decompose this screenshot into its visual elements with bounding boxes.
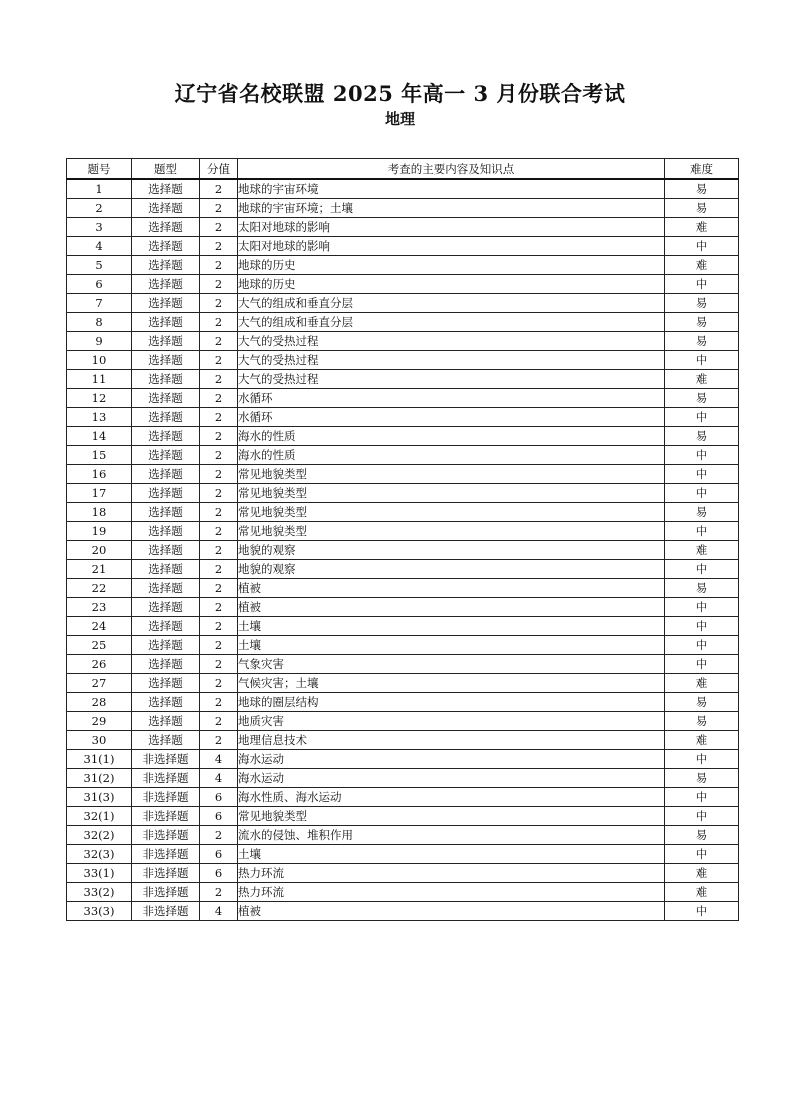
cell-question-number: 22 — [67, 579, 132, 598]
header-score: 分值 — [200, 159, 238, 180]
cell-question-type: 选择题 — [132, 598, 200, 617]
cell-difficulty: 易 — [665, 389, 739, 408]
cell-content: 海水的性质 — [238, 427, 665, 446]
table-row — [67, 693, 739, 712]
cell-content: 太阳对地球的影响 — [238, 237, 665, 256]
cell-difficulty: 中 — [665, 750, 739, 769]
table-row — [67, 655, 739, 674]
cell-content: 地理信息技术 — [238, 731, 665, 750]
cell-score: 2 — [200, 351, 238, 370]
cell-difficulty: 中 — [665, 788, 739, 807]
cell-question-type: 选择题 — [132, 179, 200, 199]
cell-content: 常见地貌类型 — [238, 522, 665, 541]
cell-score: 2 — [200, 826, 238, 845]
cell-question-type: 非选择题 — [132, 902, 200, 921]
cell-question-number: 5 — [67, 256, 132, 275]
cell-question-type: 选择题 — [132, 731, 200, 750]
cell-content: 海水运动 — [238, 750, 665, 769]
cell-question-type: 选择题 — [132, 541, 200, 560]
cell-score: 6 — [200, 788, 238, 807]
cell-question-number: 31(1) — [67, 750, 132, 769]
cell-question-number: 14 — [67, 427, 132, 446]
cell-score: 2 — [200, 655, 238, 674]
cell-question-type: 选择题 — [132, 427, 200, 446]
cell-difficulty: 易 — [665, 199, 739, 218]
cell-score: 2 — [200, 560, 238, 579]
cell-difficulty: 难 — [665, 541, 739, 560]
cell-question-type: 非选择题 — [132, 788, 200, 807]
cell-question-type: 选择题 — [132, 313, 200, 332]
cell-question-type: 选择题 — [132, 617, 200, 636]
cell-question-type: 非选择题 — [132, 750, 200, 769]
cell-question-number: 15 — [67, 446, 132, 465]
cell-score: 2 — [200, 693, 238, 712]
cell-question-type: 选择题 — [132, 237, 200, 256]
cell-content: 土壤 — [238, 617, 665, 636]
cell-difficulty: 中 — [665, 522, 739, 541]
cell-score: 2 — [200, 427, 238, 446]
cell-content: 大气的受热过程 — [238, 351, 665, 370]
cell-question-number: 33(2) — [67, 883, 132, 902]
cell-content: 大气的组成和垂直分层 — [238, 294, 665, 313]
cell-score: 2 — [200, 332, 238, 351]
cell-question-type: 选择题 — [132, 579, 200, 598]
cell-difficulty: 中 — [665, 598, 739, 617]
cell-score: 2 — [200, 883, 238, 902]
cell-question-number: 24 — [67, 617, 132, 636]
cell-score: 2 — [200, 731, 238, 750]
exam-spec-table — [66, 158, 739, 921]
cell-question-type: 选择题 — [132, 522, 200, 541]
table-row — [67, 845, 739, 864]
cell-difficulty: 中 — [665, 351, 739, 370]
cell-question-number: 18 — [67, 503, 132, 522]
table-row — [67, 408, 739, 427]
cell-question-number: 26 — [67, 655, 132, 674]
cell-question-type: 选择题 — [132, 256, 200, 275]
cell-difficulty: 易 — [665, 294, 739, 313]
cell-question-type: 非选择题 — [132, 845, 200, 864]
cell-difficulty: 易 — [665, 579, 739, 598]
cell-question-type: 选择题 — [132, 674, 200, 693]
cell-score: 2 — [200, 712, 238, 731]
cell-question-number: 9 — [67, 332, 132, 351]
table-row — [67, 674, 739, 693]
cell-question-type: 选择题 — [132, 465, 200, 484]
table-row — [67, 560, 739, 579]
cell-score: 2 — [200, 389, 238, 408]
cell-question-number: 11 — [67, 370, 132, 389]
table-row — [67, 617, 739, 636]
header-difficulty: 难度 — [665, 159, 739, 180]
cell-content: 水循环 — [238, 389, 665, 408]
cell-score: 2 — [200, 598, 238, 617]
cell-difficulty: 易 — [665, 826, 739, 845]
table-row — [67, 522, 739, 541]
cell-question-type: 选择题 — [132, 294, 200, 313]
cell-question-type: 选择题 — [132, 484, 200, 503]
cell-score: 6 — [200, 864, 238, 883]
cell-question-number: 25 — [67, 636, 132, 655]
cell-question-type: 非选择题 — [132, 826, 200, 845]
cell-question-number: 4 — [67, 237, 132, 256]
cell-content: 大气的受热过程 — [238, 332, 665, 351]
cell-difficulty: 易 — [665, 693, 739, 712]
cell-content: 土壤 — [238, 636, 665, 655]
table-row — [67, 256, 739, 275]
cell-question-number: 2 — [67, 199, 132, 218]
cell-score: 2 — [200, 636, 238, 655]
cell-content: 植被 — [238, 902, 665, 921]
cell-content: 植被 — [238, 579, 665, 598]
table-row — [67, 541, 739, 560]
cell-question-number: 33(1) — [67, 864, 132, 883]
cell-score: 2 — [200, 522, 238, 541]
cell-content: 热力环流 — [238, 883, 665, 902]
cell-difficulty: 中 — [665, 902, 739, 921]
cell-score: 2 — [200, 313, 238, 332]
cell-question-number: 20 — [67, 541, 132, 560]
cell-question-type: 选择题 — [132, 408, 200, 427]
cell-difficulty: 中 — [665, 560, 739, 579]
cell-difficulty: 中 — [665, 807, 739, 826]
cell-question-type: 选择题 — [132, 636, 200, 655]
cell-score: 2 — [200, 275, 238, 294]
cell-difficulty: 易 — [665, 769, 739, 788]
cell-difficulty: 中 — [665, 465, 739, 484]
cell-question-type: 选择题 — [132, 275, 200, 294]
cell-question-type: 选择题 — [132, 693, 200, 712]
table-row — [67, 598, 739, 617]
cell-question-type: 选择题 — [132, 218, 200, 237]
cell-question-number: 31(2) — [67, 769, 132, 788]
table-row — [67, 389, 739, 408]
table-header-row — [67, 159, 739, 180]
cell-content: 地球的历史 — [238, 256, 665, 275]
cell-score: 2 — [200, 617, 238, 636]
cell-difficulty: 难 — [665, 883, 739, 902]
cell-question-number: 28 — [67, 693, 132, 712]
cell-question-type: 选择题 — [132, 370, 200, 389]
cell-difficulty: 易 — [665, 332, 739, 351]
table-row — [67, 427, 739, 446]
cell-question-type: 选择题 — [132, 560, 200, 579]
cell-difficulty: 中 — [665, 484, 739, 503]
table-row — [67, 579, 739, 598]
cell-question-number: 17 — [67, 484, 132, 503]
header-question-number: 题号 — [67, 159, 132, 180]
cell-content: 植被 — [238, 598, 665, 617]
cell-difficulty: 易 — [665, 179, 739, 199]
cell-question-number: 8 — [67, 313, 132, 332]
cell-difficulty: 易 — [665, 427, 739, 446]
cell-score: 2 — [200, 294, 238, 313]
cell-score: 2 — [200, 541, 238, 560]
table-row — [67, 275, 739, 294]
cell-question-number: 1 — [67, 179, 132, 199]
table-row — [67, 864, 739, 883]
table-row — [67, 351, 739, 370]
table-row — [67, 807, 739, 826]
cell-question-type: 选择题 — [132, 199, 200, 218]
cell-question-number: 19 — [67, 522, 132, 541]
cell-question-number: 32(3) — [67, 845, 132, 864]
cell-question-number: 33(3) — [67, 902, 132, 921]
cell-content: 流水的侵蚀、堆积作用 — [238, 826, 665, 845]
cell-score: 2 — [200, 179, 238, 199]
cell-score: 2 — [200, 465, 238, 484]
table-row — [67, 883, 739, 902]
table-row — [67, 294, 739, 313]
cell-difficulty: 难 — [665, 731, 739, 750]
cell-score: 2 — [200, 674, 238, 693]
cell-content: 地貌的观察 — [238, 560, 665, 579]
cell-difficulty: 易 — [665, 712, 739, 731]
cell-content: 海水的性质 — [238, 446, 665, 465]
cell-score: 2 — [200, 370, 238, 389]
document-title: 辽宁省名校联盟 2025 年高一 3 月份联合考试 — [174, 81, 626, 106]
cell-content: 常见地貌类型 — [238, 807, 665, 826]
cell-content: 海水性质、海水运动 — [238, 788, 665, 807]
table-row — [67, 788, 739, 807]
cell-question-number: 32(2) — [67, 826, 132, 845]
table-row — [67, 465, 739, 484]
cell-question-number: 12 — [67, 389, 132, 408]
header-content: 考查的主要内容及知识点 — [238, 159, 665, 180]
table-row — [67, 313, 739, 332]
cell-content: 土壤 — [238, 845, 665, 864]
table-row — [67, 750, 739, 769]
table-row — [67, 484, 739, 503]
cell-score: 4 — [200, 902, 238, 921]
cell-content: 地球的圈层结构 — [238, 693, 665, 712]
cell-content: 大气的组成和垂直分层 — [238, 313, 665, 332]
cell-difficulty: 中 — [665, 446, 739, 465]
table-row — [67, 199, 739, 218]
table-row — [67, 902, 739, 921]
cell-content: 海水运动 — [238, 769, 665, 788]
cell-score: 4 — [200, 750, 238, 769]
cell-question-type: 非选择题 — [132, 807, 200, 826]
cell-question-number: 3 — [67, 218, 132, 237]
cell-question-type: 选择题 — [132, 389, 200, 408]
cell-question-type: 非选择题 — [132, 883, 200, 902]
cell-score: 2 — [200, 199, 238, 218]
cell-difficulty: 难 — [665, 256, 739, 275]
table-row — [67, 446, 739, 465]
cell-difficulty: 难 — [665, 674, 739, 693]
cell-difficulty: 难 — [665, 864, 739, 883]
cell-content: 地貌的观察 — [238, 541, 665, 560]
table-row — [67, 826, 739, 845]
cell-question-number: 21 — [67, 560, 132, 579]
table-row — [67, 237, 739, 256]
table-row — [67, 636, 739, 655]
cell-difficulty: 中 — [665, 845, 739, 864]
cell-content: 大气的受热过程 — [238, 370, 665, 389]
cell-score: 2 — [200, 579, 238, 598]
cell-difficulty: 中 — [665, 655, 739, 674]
cell-question-number: 6 — [67, 275, 132, 294]
cell-difficulty: 中 — [665, 275, 739, 294]
cell-question-number: 30 — [67, 731, 132, 750]
cell-content: 地球的宇宙环境；土壤 — [238, 199, 665, 218]
cell-question-number: 13 — [67, 408, 132, 427]
cell-content: 水循环 — [238, 408, 665, 427]
cell-content: 地质灾害 — [238, 712, 665, 731]
table-row — [67, 332, 739, 351]
cell-score: 2 — [200, 408, 238, 427]
cell-difficulty: 易 — [665, 313, 739, 332]
cell-score: 2 — [200, 484, 238, 503]
cell-question-type: 选择题 — [132, 655, 200, 674]
cell-difficulty: 中 — [665, 237, 739, 256]
cell-score: 6 — [200, 845, 238, 864]
cell-score: 2 — [200, 218, 238, 237]
table-row — [67, 179, 739, 199]
cell-difficulty: 难 — [665, 218, 739, 237]
table-row — [67, 370, 739, 389]
cell-question-type: 选择题 — [132, 446, 200, 465]
cell-score: 2 — [200, 446, 238, 465]
cell-difficulty: 中 — [665, 408, 739, 427]
cell-question-number: 10 — [67, 351, 132, 370]
cell-question-type: 非选择题 — [132, 769, 200, 788]
cell-content: 常见地貌类型 — [238, 484, 665, 503]
cell-content: 太阳对地球的影响 — [238, 218, 665, 237]
cell-question-number: 27 — [67, 674, 132, 693]
cell-score: 2 — [200, 503, 238, 522]
cell-content: 热力环流 — [238, 864, 665, 883]
cell-content: 地球的历史 — [238, 275, 665, 294]
table-row — [67, 218, 739, 237]
cell-difficulty: 易 — [665, 503, 739, 522]
table-row — [67, 731, 739, 750]
cell-question-number: 31(3) — [67, 788, 132, 807]
cell-score: 2 — [200, 256, 238, 275]
cell-question-number: 23 — [67, 598, 132, 617]
cell-content: 地球的宇宙环境 — [238, 179, 665, 199]
cell-content: 气候灾害；土壤 — [238, 674, 665, 693]
header-question-type: 题型 — [132, 159, 200, 180]
cell-question-type: 选择题 — [132, 712, 200, 731]
cell-question-number: 29 — [67, 712, 132, 731]
cell-difficulty: 中 — [665, 617, 739, 636]
table-row — [67, 769, 739, 788]
cell-content: 气象灾害 — [238, 655, 665, 674]
cell-score: 6 — [200, 807, 238, 826]
table-body — [67, 179, 739, 921]
cell-difficulty: 中 — [665, 636, 739, 655]
cell-question-number: 32(1) — [67, 807, 132, 826]
table-row — [67, 503, 739, 522]
cell-score: 2 — [200, 237, 238, 256]
cell-difficulty: 难 — [665, 370, 739, 389]
document-subtitle: 地理 — [384, 110, 415, 128]
cell-question-number: 16 — [67, 465, 132, 484]
cell-question-type: 非选择题 — [132, 864, 200, 883]
cell-content: 常见地貌类型 — [238, 503, 665, 522]
cell-question-type: 选择题 — [132, 332, 200, 351]
cell-question-number: 7 — [67, 294, 132, 313]
cell-question-type: 选择题 — [132, 351, 200, 370]
cell-question-type: 选择题 — [132, 503, 200, 522]
table-row — [67, 712, 739, 731]
cell-score: 4 — [200, 769, 238, 788]
cell-content: 常见地貌类型 — [238, 465, 665, 484]
